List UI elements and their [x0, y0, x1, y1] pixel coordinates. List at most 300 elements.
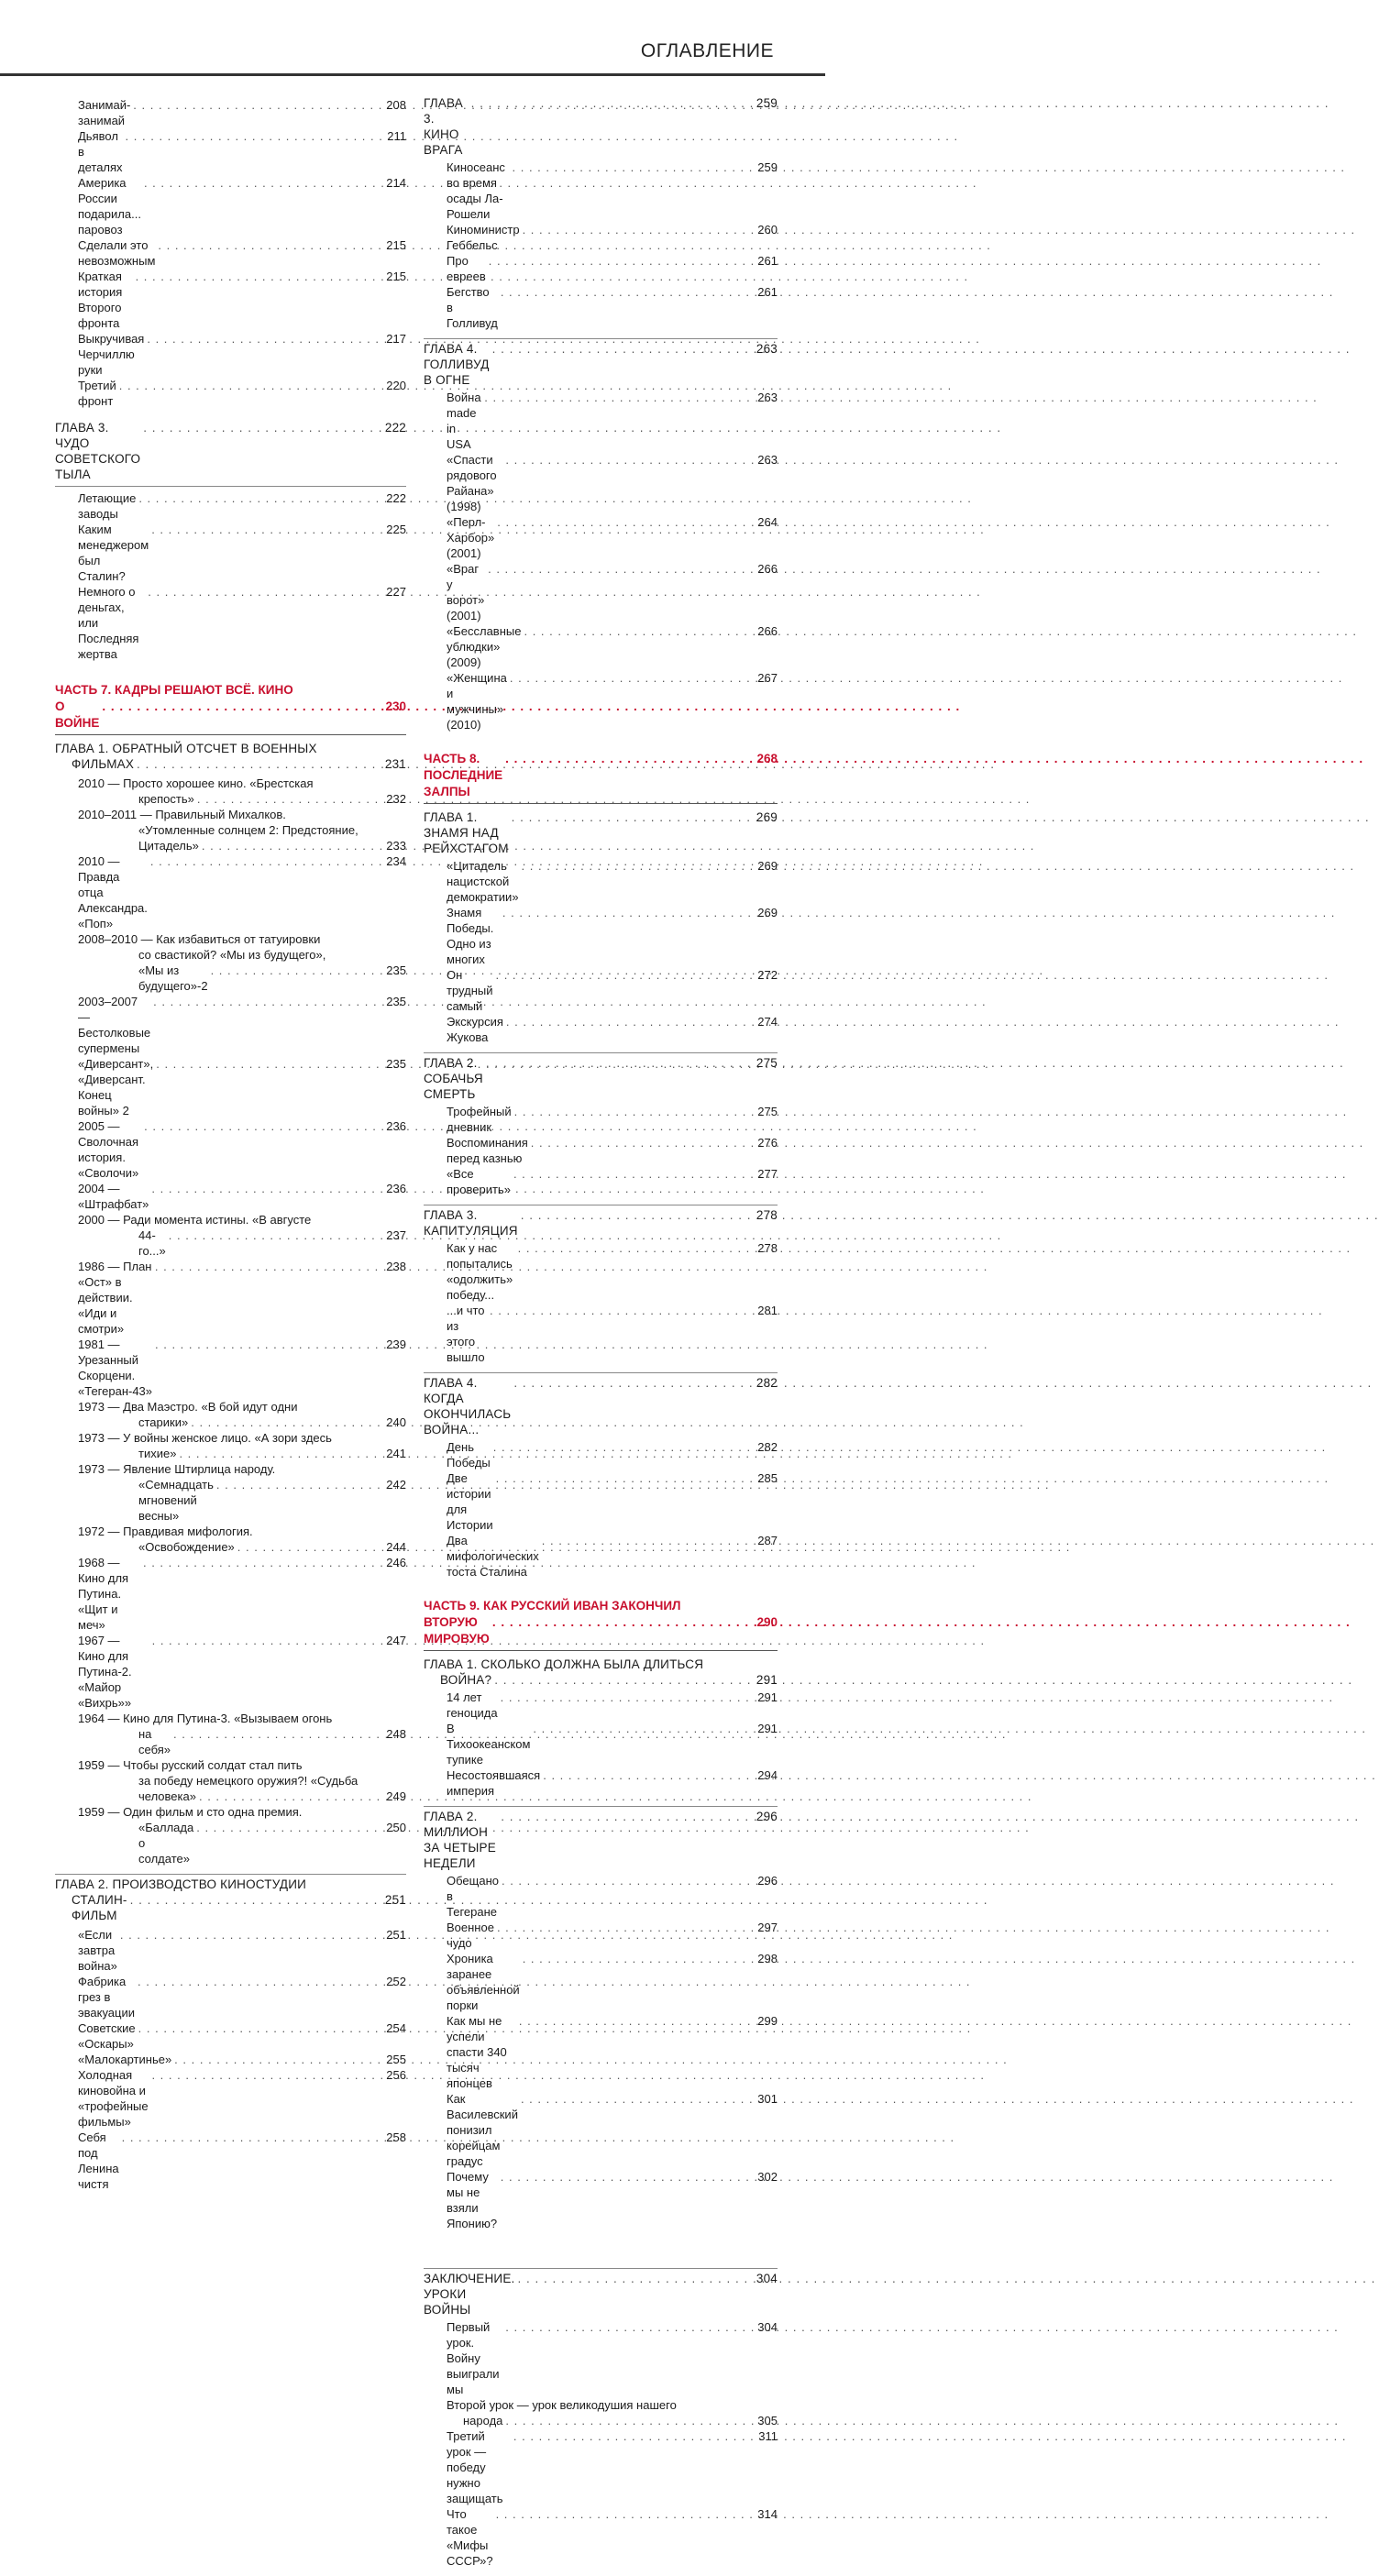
toc-entry[interactable] — [447, 967, 778, 1014]
part-title: ЧАСТЬ 7. КАДРЫ РЕШАЮТ ВСЁ. КИНО — [55, 683, 293, 697]
part-heading[interactable] — [424, 751, 778, 800]
toc-entry-title: «Все проверить» — [447, 1167, 511, 1196]
toc-entry-title: 1968 — Кино для Путина. «Щит и меч» — [78, 1556, 129, 1632]
toc-entry-title-cont: народа — [463, 2414, 503, 2427]
toc-entry[interactable] — [447, 1533, 778, 1580]
toc-entry[interactable] — [447, 2169, 778, 2231]
toc-entry-page: 248 — [386, 1727, 406, 1741]
chapter-rule — [424, 338, 778, 339]
chapter-page: 263 — [756, 342, 778, 356]
toc-entry-page: 239 — [386, 1338, 406, 1351]
toc-entry-page: 301 — [757, 2092, 778, 2106]
right-column — [424, 95, 778, 2576]
toc-entry[interactable] — [78, 1524, 406, 1555]
toc-entry[interactable] — [78, 1804, 406, 1866]
toc-entry-page: 215 — [386, 270, 406, 283]
toc-entry[interactable] — [78, 807, 406, 853]
chapter-title: ЗАКЛЮЧЕНИЕ. УРОКИ ВОЙНЫ — [424, 2272, 515, 2317]
chapter-block — [424, 95, 778, 331]
toc-entry[interactable] — [78, 378, 406, 409]
toc-entry-title: 2004 — «Штрафбат» — [78, 1182, 149, 1211]
chapter-rule — [55, 486, 406, 487]
chapter-block — [55, 1877, 406, 2192]
toc-entry[interactable] — [447, 222, 778, 253]
toc-entry-page: 291 — [757, 1722, 778, 1735]
toc-entry-page: 298 — [757, 1952, 778, 1965]
toc-entry-title: ...и что из этого вышло — [447, 1304, 485, 1364]
toc-entry-page: 217 — [386, 332, 406, 346]
toc-entry-page: 235 — [386, 1057, 406, 1071]
chapter-title: ГЛАВА 2. ПРОИЗВОДСТВО КИНОСТУДИИ — [55, 1877, 307, 1891]
toc-entry-title: Как у нас попытались «одолжить» победу... — [447, 1241, 513, 1302]
chapter-title: ГЛАВА 1. ОБРАТНЫЙ ОТСЧЕТ В ВОЕННЫХ — [55, 742, 317, 755]
header-rule — [0, 73, 825, 76]
chapter-page: 269 — [756, 810, 778, 824]
toc-entry-title-cont: «Освобождение» — [138, 1540, 235, 1554]
toc-entry[interactable] — [447, 2428, 778, 2506]
toc-entry-title-cont: «Утомленные солнцем 2: Предстояние, — [138, 823, 359, 837]
toc-entry[interactable] — [447, 1104, 778, 1135]
toc-entry-title: Про евреев — [447, 254, 486, 283]
toc-entry-title: «Спасти рядового Райана» (1998) — [447, 453, 497, 513]
chapter-rule — [424, 2268, 778, 2269]
toc-entry-page: 278 — [757, 1241, 778, 1255]
toc-entry[interactable] — [78, 1399, 406, 1430]
chapter-title: ГЛАВА 1. СКОЛЬКО ДОЛЖНА БЫЛА ДЛИТЬСЯ — [424, 1657, 704, 1671]
toc-entry-title-cont: крепость» — [138, 792, 194, 806]
toc-entry-page: 272 — [757, 968, 778, 982]
toc-entry-page: 251 — [386, 1928, 406, 1942]
toc-entry-title: Трофейный дневник — [447, 1105, 512, 1134]
toc-entry-page: 281 — [757, 1304, 778, 1317]
chapter-block — [424, 1375, 778, 1580]
toc-entry[interactable] — [447, 1873, 778, 1920]
conclusion-heading[interactable] — [424, 2271, 778, 2317]
toc-entry[interactable] — [78, 2130, 406, 2192]
toc-entry-title: Себя под Ленина чистя — [78, 2130, 119, 2191]
toc-entry-title-cont: человека» — [138, 1789, 196, 1803]
toc-entry[interactable] — [447, 1240, 778, 1303]
toc-entry[interactable] — [447, 1166, 778, 1197]
chapter-rule — [424, 1052, 778, 1053]
toc-entry[interactable] — [78, 1555, 406, 1633]
toc-entry[interactable] — [78, 237, 406, 269]
chapter-title: ГЛАВА 1. ЗНАМЯ НАД РЕЙХСТАГОМ — [424, 810, 509, 855]
part-rule — [424, 803, 778, 804]
chapter-block — [424, 1055, 778, 1197]
toc-entry[interactable] — [447, 284, 778, 331]
toc-entry-title-cont: «Семнадцать мгновений весны» — [138, 1478, 214, 1523]
chapter-title: ГЛАВА 3. ЧУДО СОВЕТСКОГО ТЫЛА — [55, 421, 141, 481]
chapter-heading[interactable] — [424, 95, 778, 158]
chapter-page: 304 — [756, 2272, 778, 2285]
toc-entry-page: 259 — [757, 160, 778, 174]
toc-entry[interactable] — [78, 1430, 406, 1461]
toc-entry[interactable] — [78, 1212, 406, 1259]
toc-entry-title: Бегство в Голливуд — [447, 285, 498, 330]
toc-entry[interactable] — [447, 858, 778, 905]
toc-entry-title: Хроника заранее объявленной порки — [447, 1952, 520, 2012]
toc-entry[interactable] — [447, 905, 778, 967]
toc-entry[interactable] — [447, 1439, 778, 1470]
toc-entry-title: Сделали это невозможным — [78, 238, 156, 268]
toc-entry-page: 297 — [757, 1921, 778, 1934]
toc-entry-page: 305 — [757, 2414, 778, 2427]
toc-entry-title: «Женщина и мужчины» (2010) — [447, 671, 507, 732]
toc-entry-page: 275 — [757, 1105, 778, 1118]
page-title: ОГЛАВЛЕНИЕ — [640, 40, 774, 61]
toc-entry-title: «Перл-Харбор» (2001) — [447, 515, 495, 560]
chapter-title: ГЛАВА 2. МИЛЛИОН ЗА ЧЕТЫРЕ НЕДЕЛИ — [424, 1810, 496, 1870]
toc-entry-title: Дьявол в деталях — [78, 129, 123, 174]
toc-entry-page: 252 — [386, 1975, 406, 1988]
part-title: ЧАСТЬ 9. КАК РУССКИЙ ИВАН ЗАКОНЧИЛ — [424, 1599, 681, 1613]
toc-entry-page: 291 — [757, 1690, 778, 1704]
toc-entry-page: 220 — [386, 379, 406, 392]
toc-entry-page: 236 — [386, 1182, 406, 1195]
toc-entry[interactable] — [78, 269, 406, 331]
toc-entry[interactable] — [447, 1690, 778, 1721]
toc-entry-page: 233 — [386, 839, 406, 853]
toc-entry[interactable] — [447, 253, 778, 284]
toc-entry-title: 2000 — Ради момента истины. «В августе — [78, 1213, 312, 1227]
toc-entry[interactable] — [447, 1303, 778, 1365]
toc-entry[interactable] — [447, 452, 778, 514]
toc-entry-page: 311 — [758, 2429, 778, 2443]
toc-entry-page: 264 — [757, 515, 778, 529]
toc-entry-title: 2008–2010 — Как избавиться от татуировки — [78, 932, 321, 946]
toc-entry-title: В Тихоокеанском тупике — [447, 1722, 531, 1767]
part-title-cont: О ВОЙНЕ — [55, 699, 100, 730]
toc-entry-title: «Цитадель нацистской демократии» — [447, 859, 519, 904]
toc-entry[interactable] — [78, 1056, 406, 1118]
chapter-page: 222 — [384, 421, 406, 435]
toc-entry[interactable] — [78, 1633, 406, 1711]
toc-entry-title: 1959 — Чтобы русский солдат стал пить — [78, 1758, 303, 1772]
toc-entry-page: 296 — [757, 1874, 778, 1888]
toc-entry[interactable] — [447, 561, 778, 623]
chapter-heading[interactable] — [424, 1375, 778, 1437]
chapter-title: ГЛАВА 3. КАПИТУЛЯЦИЯ — [424, 1208, 518, 1238]
toc-entry[interactable] — [78, 1181, 406, 1212]
toc-entry-page: 227 — [386, 585, 406, 599]
toc-entry[interactable] — [78, 1337, 406, 1399]
chapter-page: 251 — [384, 1893, 406, 1907]
toc-entry[interactable] — [78, 2052, 406, 2067]
toc-entry-page: 256 — [386, 2068, 406, 2082]
toc-entry-page: 241 — [386, 1447, 406, 1460]
toc-entry-page: 258 — [386, 2130, 406, 2144]
toc-entry-page: 235 — [386, 963, 406, 977]
chapter-block — [424, 1809, 778, 2231]
toc-entry-title-cont: на себя» — [138, 1727, 171, 1756]
chapter-page: 282 — [756, 1376, 778, 1390]
toc-entry[interactable] — [447, 1951, 778, 2013]
toc-entry[interactable] — [78, 1259, 406, 1337]
chapter-block — [424, 341, 778, 732]
toc-entry-page: 236 — [386, 1119, 406, 1133]
chapter-heading[interactable] — [424, 1809, 778, 1871]
toc-entry[interactable] — [447, 1135, 778, 1166]
toc-entry[interactable] — [78, 175, 406, 237]
toc-entry[interactable] — [78, 522, 406, 584]
toc-section-items — [55, 95, 406, 409]
toc-entry[interactable] — [78, 1711, 406, 1757]
toc-entry[interactable] — [447, 2091, 778, 2169]
chapter-heading[interactable] — [424, 1657, 778, 1688]
toc-entry-title: 2003–2007 — Бестолковые супермены — [78, 995, 151, 1055]
toc-entry-title: День Победы — [447, 1440, 491, 1470]
toc-entry-title: Занимай-занимай — [78, 98, 131, 127]
toc-entry[interactable] — [78, 490, 406, 522]
toc-entry-page: 225 — [386, 523, 406, 536]
chapter-page: 259 — [756, 96, 778, 110]
toc-entry-page: 277 — [757, 1167, 778, 1181]
chapter-block — [424, 809, 778, 1045]
toc-entry-title: 1981 — Урезанный Скорцени. «Тегеран-43» — [78, 1338, 153, 1398]
toc-entry-title-cont: 44-го...» — [138, 1228, 166, 1258]
toc-entry-page: 247 — [386, 1634, 406, 1647]
toc-entry[interactable] — [78, 994, 406, 1056]
part-rule — [424, 1650, 778, 1651]
toc-entry-title: Военное чудо — [447, 1921, 494, 1950]
toc-entry-title-cont: «Мы из будущего»-2 — [138, 963, 208, 993]
toc-entry-title-cont: «Баллада о солдате» — [138, 1821, 194, 1866]
toc-entry-title: Как мы не успели спасти 340 тысяч японцев — [447, 2014, 507, 2090]
toc-entry-page: 269 — [757, 906, 778, 919]
toc-entry-page: 242 — [386, 1478, 406, 1492]
toc-entry[interactable] — [447, 160, 778, 222]
toc-entry-title: 1973 — Два Маэстро. «В бой идут одни — [78, 1400, 298, 1414]
chapter-rule — [424, 1372, 778, 1373]
toc-entry-title: Каким менеджером был Сталин? — [78, 523, 149, 583]
chapter-heading[interactable] — [55, 741, 406, 772]
toc-entry[interactable] — [78, 584, 406, 662]
toc-entry[interactable] — [447, 2013, 778, 2091]
toc-entry-title: Краткая история Второго фронта — [78, 270, 123, 330]
toc-entry[interactable] — [78, 1927, 406, 1974]
toc-entry-title: Киносеанс во время осады Ла-Рошели — [447, 160, 505, 221]
toc-entry-title-cont: со свастикой? «Мы из будущего», — [138, 948, 326, 962]
chapter-heading[interactable] — [55, 420, 406, 482]
toc-entry-title-cont: Цитадель» — [138, 839, 199, 853]
chapter-heading[interactable] — [55, 1877, 406, 1923]
toc-entry-title: 1973 — У войны женское лицо. «А зори здесь — [78, 1431, 332, 1445]
toc-entry-page: 267 — [757, 671, 778, 685]
toc-entry-page: 266 — [757, 562, 778, 576]
toc-entry-title: Война made in USA — [447, 391, 481, 451]
toc-entry[interactable] — [78, 2067, 406, 2130]
toc-entry-page: 282 — [757, 1440, 778, 1454]
toc-entry-page: 215 — [386, 238, 406, 252]
toc-entry-title: Первый урок. Войну выиграли мы — [447, 2320, 500, 2396]
toc-entry[interactable] — [78, 331, 406, 378]
toc-entry-page: 269 — [757, 859, 778, 873]
toc-entry-title-cont: старики» — [138, 1415, 189, 1429]
toc-entry-page: 263 — [757, 453, 778, 467]
toc-entry-title: Третий урок — победу нужно защищать — [447, 2429, 503, 2505]
toc-entry[interactable] — [447, 2319, 778, 2397]
toc-entry-title: Он трудный самый — [447, 968, 493, 1013]
toc-entry-title: 2005 — Сволочная история. «Сволочи» — [78, 1119, 139, 1180]
chapter-title-cont: ФИЛЬМАХ — [72, 757, 135, 771]
toc-entry-page: 237 — [386, 1228, 406, 1242]
toc-entry-page: 260 — [757, 223, 778, 237]
toc-entry[interactable] — [78, 1118, 406, 1181]
toc-entry-page: 266 — [757, 624, 778, 638]
toc-entry-page: 250 — [386, 1821, 406, 1834]
toc-entry[interactable] — [78, 1974, 406, 2020]
toc-entry-page: 304 — [757, 2320, 778, 2334]
part-page: 268 — [756, 752, 778, 765]
toc-entry-title: 1986 — План «Ост» в действии. «Иди и смотри» — [78, 1260, 152, 1336]
conclusion-block — [424, 2271, 778, 2569]
chapter-title-cont: СТАЛИН-ФИЛЬМ — [72, 1893, 127, 1922]
toc-entry-title: 2010 — Просто хорошее кино. «Брестская — [78, 776, 314, 790]
chapter-heading[interactable] — [424, 341, 778, 388]
toc-entry-title: Несостоявшаяся империя — [447, 1768, 541, 1798]
toc-entry-page: 261 — [757, 285, 778, 299]
toc-entry-title: Советские «Оскары» — [78, 2021, 136, 2051]
toc-entry[interactable] — [78, 1461, 406, 1524]
chapter-page: 231 — [384, 757, 406, 771]
toc-entry-title: Обещано в Тегеране — [447, 1874, 499, 1919]
chapter-heading[interactable] — [424, 1055, 778, 1102]
chapter-page: 296 — [756, 1810, 778, 1823]
toc-entry[interactable] — [78, 97, 406, 128]
toc-entry-title: 2010–2011 — Правильный Михалков. — [78, 808, 286, 821]
toc-entry[interactable] — [78, 128, 406, 175]
toc-entry-title: 14 лет геноцида — [447, 1690, 498, 1720]
chapter-title-cont: ВОЙНА? — [440, 1673, 492, 1687]
toc-entry-page: 246 — [386, 1556, 406, 1569]
toc-entry[interactable] — [447, 1767, 778, 1799]
toc-entry-title: Летающие заводы — [78, 491, 137, 521]
toc-entry-title: «Бесславные ублюдки» (2009) — [447, 624, 522, 669]
toc-entry-title: Два мифологических тоста Сталина — [447, 1534, 539, 1579]
chapter-rule — [424, 1806, 778, 1807]
chapter-block — [55, 420, 406, 662]
chapter-block — [55, 741, 406, 1866]
toc-entry-title: «Малокартинье» — [78, 2053, 172, 2066]
part-page: 230 — [385, 699, 406, 713]
toc-entry[interactable] — [447, 2397, 778, 2428]
chapter-block — [424, 1657, 778, 1799]
left-column — [55, 95, 406, 2199]
toc-entry[interactable] — [447, 2506, 778, 2569]
toc-entry-title: Третий фронт — [78, 379, 116, 408]
chapter-rule — [55, 1874, 406, 1875]
toc-entry[interactable] — [447, 623, 778, 670]
toc-entry-page: 314 — [757, 2507, 778, 2521]
part-heading[interactable] — [55, 682, 406, 732]
part-title-cont: ВТОРУЮ МИРОВУЮ — [424, 1615, 490, 1646]
chapter-title: ГЛАВА 2. СОБАЧЬЯ СМЕРТЬ — [424, 1056, 483, 1101]
toc-entry-page: 285 — [757, 1471, 778, 1485]
chapter-heading[interactable] — [424, 1207, 778, 1238]
toc-entry[interactable] — [78, 931, 406, 994]
chapter-title: ГЛАВА 4. КОГДА ОКОНЧИЛАСЬ ВОЙНА... — [424, 1376, 512, 1437]
toc-entry-page: 211 — [387, 129, 406, 143]
toc-entry[interactable] — [78, 1757, 406, 1804]
toc-entry-title: 1959 — Один фильм и сто одна премия. — [78, 1805, 303, 1819]
toc-entry-title: Киноминистр Геббельс — [447, 223, 520, 252]
toc-entry-title-cont: за победу немецкого оружия?! «Судьба — [138, 1774, 359, 1788]
toc-entry-title: Почему мы не взяли Японию? — [447, 2170, 498, 2230]
toc-entry-page: 254 — [386, 2021, 406, 2035]
toc-entry-page: 299 — [757, 2014, 778, 2028]
toc-entry-page: 240 — [386, 1415, 406, 1429]
toc-entry-page: 274 — [757, 1015, 778, 1029]
chapter-title: ГЛАВА 3. КИНО ВРАГА — [424, 96, 463, 157]
toc-entry-page: 249 — [386, 1789, 406, 1803]
toc-entry-title: 1967 — Кино для Путина-2. «Майор «Вихрь»» — [78, 1634, 132, 1710]
toc-entry-page: 294 — [757, 1768, 778, 1782]
chapter-heading[interactable] — [424, 809, 778, 856]
toc-entry[interactable] — [78, 2020, 406, 2052]
toc-entry[interactable] — [447, 1470, 778, 1533]
toc-entry-page: 238 — [386, 1260, 406, 1273]
chapter-block — [424, 1207, 778, 1365]
part-rule — [55, 734, 406, 735]
toc-entry-title: «Если завтра война» — [78, 1928, 117, 1973]
toc-entry-title: Немного о деньгах, или Последняя жертва — [78, 585, 139, 661]
chapter-page: 291 — [756, 1673, 778, 1687]
toc-entry[interactable] — [78, 776, 406, 807]
toc-entry-page: 287 — [757, 1534, 778, 1547]
toc-entry-page: 214 — [386, 176, 406, 190]
toc-entry-title: «Диверсант», «Диверсант. Конец войны» 2 — [78, 1057, 154, 1117]
toc-entry-title: Воспоминания перед казнью — [447, 1136, 528, 1165]
toc-entry-title: Второй урок — урок великодушия нашего — [447, 2398, 677, 2412]
toc-entry-page: 244 — [386, 1540, 406, 1554]
part-page: 290 — [756, 1615, 778, 1629]
toc-entry-title: Экскурсия Жукова — [447, 1015, 503, 1044]
toc-entry-title: 1972 — Правдивая мифология. — [78, 1525, 253, 1538]
toc-entry-page: 222 — [386, 491, 406, 505]
toc-entry[interactable] — [447, 1014, 778, 1045]
toc-entry-title-cont: тихие» — [138, 1447, 177, 1460]
toc-entry[interactable] — [447, 670, 778, 732]
toc-entry-page: 302 — [757, 2170, 778, 2184]
toc-entry-title: Знамя Победы. Одно из многих — [447, 906, 494, 966]
toc-entry-title: Холодная киновойна и «трофейные фильмы» — [78, 2068, 149, 2129]
toc-entry-title: Что такое «Мифы СССР»? — [447, 2507, 493, 2568]
toc-entry-title: 2010 — Правда отца Александра. «Поп» — [78, 854, 148, 930]
toc-entry-page: 235 — [386, 995, 406, 1008]
toc-entry-title: Как Василевский понизил корейцам градус — [447, 2092, 518, 2168]
toc-entry[interactable] — [447, 390, 778, 452]
toc-entry-title: Америка России подарила... паровоз — [78, 176, 141, 237]
toc-entry[interactable] — [447, 1920, 778, 1951]
toc-entry-page: 232 — [386, 792, 406, 806]
toc-entry-title: 1973 — Явление Штирлица народу. — [78, 1462, 276, 1476]
part-heading[interactable] — [424, 1598, 778, 1647]
part-title: ЧАСТЬ 8. ПОСЛЕДНИЕ ЗАЛПЫ — [424, 752, 503, 798]
toc-entry-title: 1964 — Кино для Путина-3. «Вызываем огонь — [78, 1712, 333, 1725]
toc-entry-title: Выкручивая Черчиллю руки — [78, 332, 145, 377]
toc-entry[interactable] — [447, 1721, 778, 1767]
toc-entry[interactable] — [78, 853, 406, 931]
toc-entry[interactable] — [447, 514, 778, 561]
toc-entry-title: Фабрика грез в эвакуации — [78, 1975, 136, 2020]
toc-entry-title: Две истории для Истории — [447, 1471, 493, 1532]
toc-entry-page: 208 — [386, 98, 406, 112]
toc-entry-page: 234 — [386, 854, 406, 868]
chapter-page: 275 — [756, 1056, 778, 1070]
toc-entry-page: 263 — [757, 391, 778, 404]
toc-entry-page: 255 — [386, 2053, 406, 2066]
